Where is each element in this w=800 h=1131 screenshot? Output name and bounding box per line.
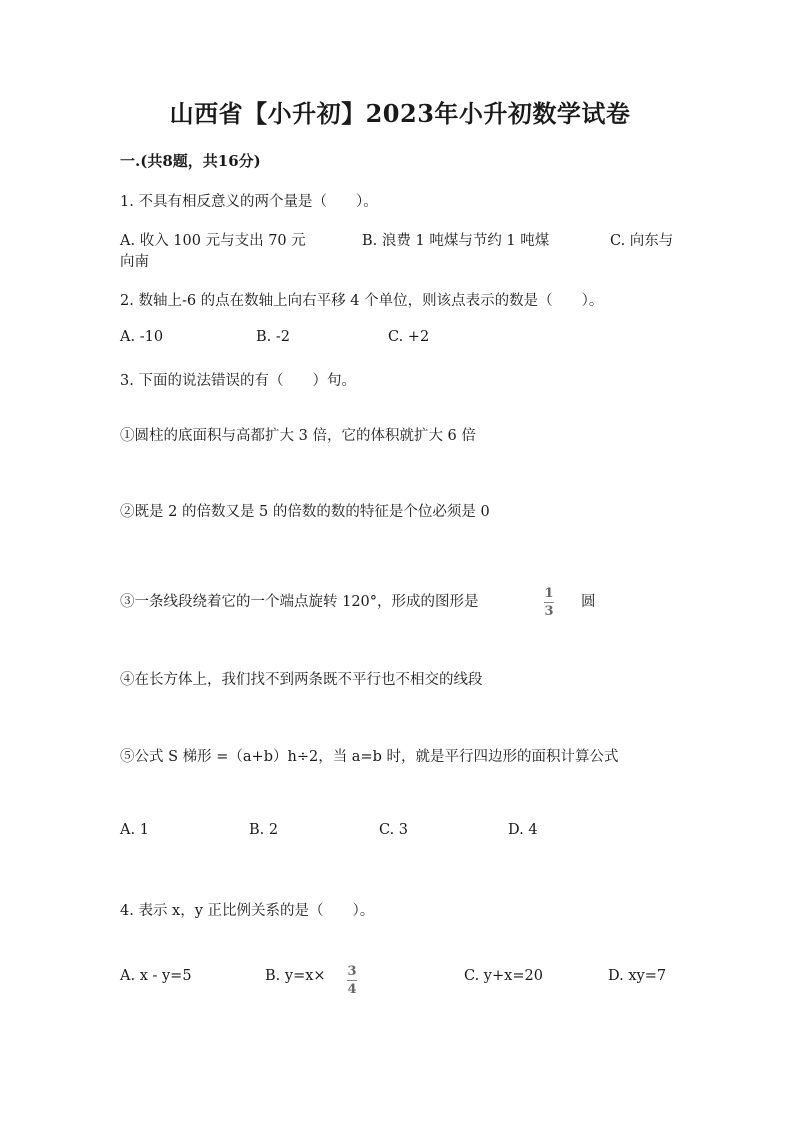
question-3-statement-3 — [120, 590, 479, 611]
question-4-option-c: C. y+x=20 — [464, 968, 543, 984]
option-b-fraction — [347, 960, 357, 996]
question-3-text: 3. 下面的说法错误的有（ ）句。 — [120, 373, 356, 389]
fraction-denominator: 3 — [544, 604, 554, 619]
question-3-option-a: A. 1 — [120, 822, 149, 838]
question-2-option-c: C. +2 — [388, 329, 430, 345]
question-4-option-a: A. x - y=5 — [120, 968, 192, 984]
question-1-option-c-continued: 向南 — [120, 254, 149, 270]
section-heading: 一.(共8题，共16分) — [120, 152, 261, 170]
page-title: 山西省【小升初】2023年小升初数学试卷 — [169, 99, 631, 128]
question-3-option-d: D. 4 — [508, 822, 538, 838]
question-3-option-b: B. 2 — [249, 822, 279, 838]
question-1-option-c: C. 向东与 — [610, 233, 674, 249]
question-3-statement-2: ②既是 2 的倍数又是 5 的倍数的数的特征是个位必须是 0 — [120, 504, 490, 520]
statement-3-text: ③一条线段绕着它的一个端点旋转 120°，形成的图形是 — [120, 594, 479, 610]
fraction-numerator: 1 — [544, 586, 554, 601]
question-2-option-b: B. -2 — [256, 329, 290, 345]
question-1-option-b: B. 浪费 1 吨煤与节约 1 吨煤 — [362, 233, 550, 249]
question-3-statement-1: ①圆柱的底面积与高都扩大 3 倍，它的体积就扩大 6 倍 — [120, 428, 476, 444]
question-1-text: 1. 不具有相反意义的两个量是（ ）。 — [120, 194, 378, 210]
fraction-bar — [544, 602, 554, 603]
fraction-denominator: 4 — [347, 982, 357, 997]
question-3-statement-4: ④在长方体上，我们找不到两条既不平行也不相交的线段 — [120, 672, 483, 688]
question-2-text: 2. 数轴上-6 的点在数轴上向右平移 4 个单位，则该点表示的数是（ ）。 — [120, 293, 604, 309]
question-3-statement-5: ⑤公式 S 梯形 =（a+b）h÷2，当 a=b 时，就是平行四边形的面积计算公式 — [120, 749, 619, 765]
question-4-text: 4. 表示 x，y 正比例关系的是（ ）。 — [120, 903, 375, 919]
fraction-numerator: 3 — [347, 964, 357, 979]
question-4-option-d: D. xy=7 — [608, 968, 667, 984]
question-3-option-c: C. 3 — [379, 822, 409, 838]
fraction-bar — [347, 980, 357, 981]
question-2-option-a: A. -10 — [120, 329, 164, 345]
statement-3-fraction — [544, 582, 554, 618]
question-1-option-a: A. 收入 100 元与支出 70 元 — [120, 233, 306, 249]
question-4-option-b: B. y=x× — [265, 968, 326, 984]
statement-3-suffix: 圆 — [581, 594, 596, 610]
